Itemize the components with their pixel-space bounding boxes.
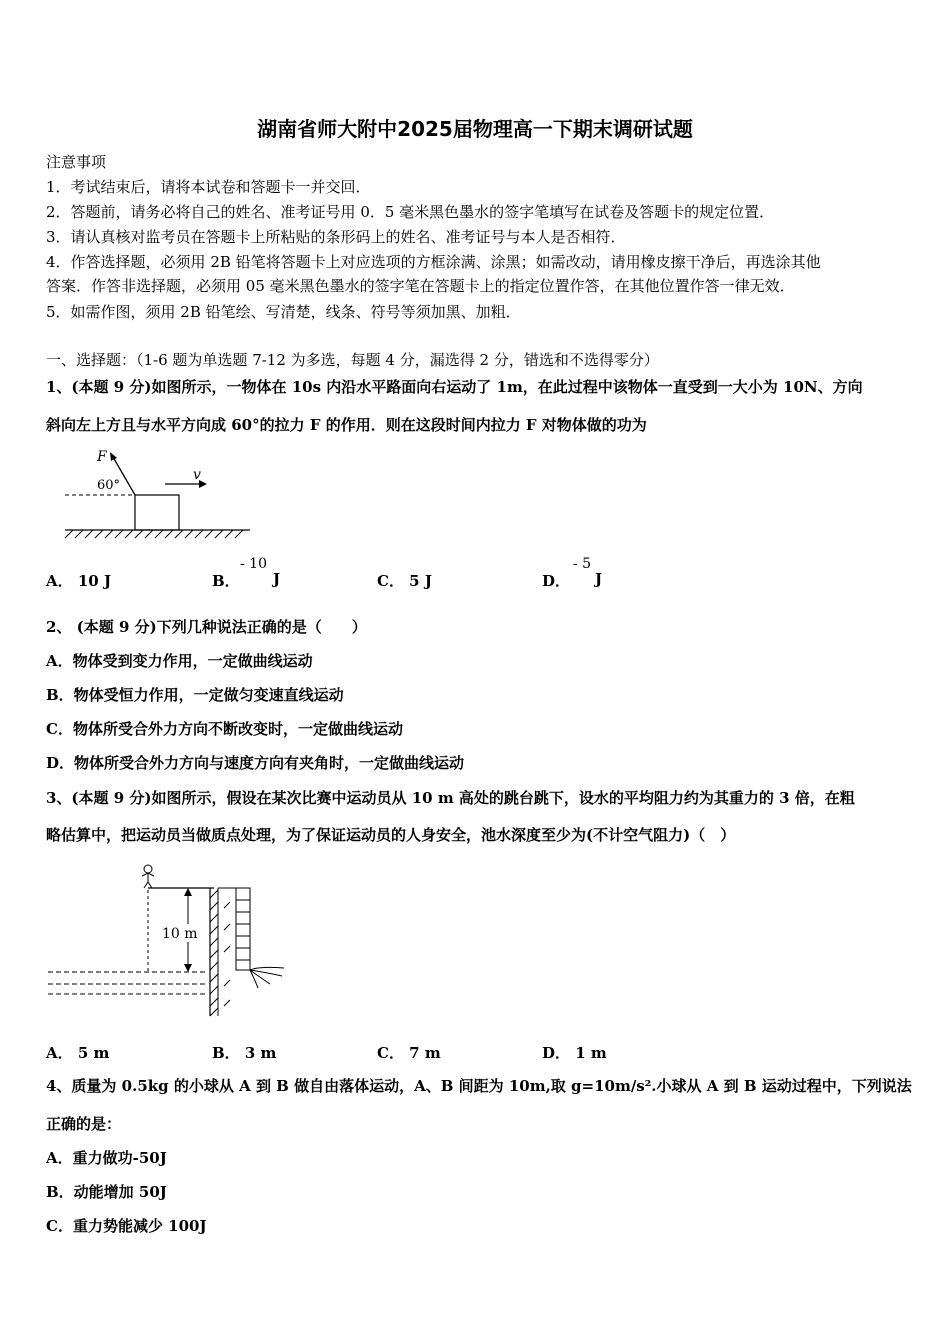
q1-option-b[interactable]: B． bbox=[212, 572, 240, 590]
q3-option-a[interactable]: A． 5 m bbox=[46, 1044, 110, 1062]
ground-hatch bbox=[65, 530, 243, 538]
notice-item: 2．答题前，请务必将自己的姓名、准考证号用 0．5 毫米黑色墨水的签字笔填写在试卷及答题卡的规定位置． bbox=[46, 203, 775, 221]
wall-marks bbox=[224, 902, 230, 1006]
diver-head bbox=[144, 865, 152, 873]
grass bbox=[250, 967, 284, 988]
q2-option-b[interactable]: B．物体受恒力作用，一定做匀变速直线运动 bbox=[46, 686, 344, 704]
section-heading: 一、选择题：（1-6 题为单选题 7-12 为多选，每题 4 分，漏选得 2 分，错选和不选得零分） bbox=[46, 351, 659, 369]
q2-option-d[interactable]: D．物体所受合外力方向与速度方向有夹角时，一定做曲线运动 bbox=[46, 754, 465, 772]
notice-item: 5．如需作图，须用 2B 铅笔绘、写清楚，线条、符号等须加黑、加粗． bbox=[46, 303, 521, 321]
q1-option-b-value: - 10 bbox=[240, 556, 267, 572]
q4-option-b[interactable]: B．动能增加 50J bbox=[46, 1183, 167, 1201]
q1-option-c[interactable]: C． 5 J bbox=[377, 572, 432, 590]
q4-stem-line2: 正确的是： bbox=[46, 1115, 122, 1133]
tower-hatch bbox=[210, 890, 218, 1016]
force-label: F bbox=[97, 449, 107, 465]
q3-stem-line1: 3、(本题 9 分)如图所示，假设在某次比赛中运动员从 10 m 高处的跳台跳下，设水的平均阻力约为其重力的 3 倍，在粗 bbox=[46, 789, 855, 807]
notice-item: 答案．作答非选择题，必须用 05 毫米黑色墨水的签字笔在答题卡上的指定位置作答，在其他位置作答一律无效． bbox=[46, 277, 795, 295]
q1-option-d[interactable]: D． bbox=[542, 572, 571, 590]
q3-option-d[interactable]: D． 1 m bbox=[542, 1044, 607, 1062]
ladder-rungs bbox=[236, 900, 250, 960]
water-surface bbox=[48, 972, 206, 994]
block bbox=[135, 495, 179, 530]
height-arrowhead-bottom bbox=[184, 964, 192, 972]
q3-option-c[interactable]: C． 7 m bbox=[377, 1044, 441, 1062]
q2-option-c[interactable]: C．物体所受合外力方向不断改变时，一定做曲线运动 bbox=[46, 720, 403, 738]
force-arrowhead bbox=[110, 452, 117, 461]
q1-stem-line1: 1、(本题 9 分)如图所示，一物体在 10s 内沿水平路面向右运动了 1m，在此过程中该物体一直受到一大小为 10N、方向 bbox=[46, 378, 863, 396]
q1-option-a[interactable]: A． 10 J bbox=[46, 572, 112, 590]
q3-stem-line2: 略估算中，把运动员当做质点处理，为了保证运动员的人身安全，池水深度至少为(不计空气阻力)（ ） bbox=[46, 826, 736, 844]
notice-heading: 注意事项 bbox=[46, 153, 107, 171]
height-arrowhead-top bbox=[184, 888, 192, 896]
q1-option-d-value: - 5 bbox=[573, 556, 592, 572]
notice-item: 3．请认真核对监考员在答题卡上所粘贴的条形码上的姓名、准考证号与本人是否相符． bbox=[46, 228, 626, 246]
notice-item: 1．考试结束后，请将本试卷和答题卡一并交回． bbox=[46, 178, 371, 196]
height-label: 10 m bbox=[162, 926, 198, 942]
q1-option-b-unit: J bbox=[273, 570, 281, 588]
notice-item: 4．作答选择题，必须用 2B 铅笔将答题卡上对应选项的方框涂满、涂黑；如需改动，请用橡皮擦干净后，再选涂其他 bbox=[46, 253, 821, 271]
q3-figure bbox=[44, 858, 294, 1023]
q2-option-a[interactable]: A．物体受到变力作用，一定做曲线运动 bbox=[46, 652, 313, 670]
angle-label: 60° bbox=[97, 478, 121, 493]
q1-option-d-unit: J bbox=[595, 570, 603, 588]
q4-stem-line1: 4、质量为 0.5kg 的小球从 A 到 B 做自由落体运动，A、B 间距为 10m,取 g=10m/s².小球从 A 到 B 运动过程中，下列说法 bbox=[46, 1077, 912, 1095]
q2-stem: 2、 (本题 9 分)下列几种说法正确的是（ ） bbox=[46, 618, 367, 636]
q4-option-a[interactable]: A．重力做功-50J bbox=[46, 1149, 167, 1167]
page-title: 湖南省师大附中2025届物理高一下期末调研试题 bbox=[257, 117, 693, 141]
q4-option-c[interactable]: C．重力势能减少 100J bbox=[46, 1217, 207, 1235]
q3-option-b[interactable]: B． 3 m bbox=[212, 1044, 277, 1062]
q1-stem-line2: 斜向左上方且与水平方向成 60°的拉力 F 的作用．则在这段时间内拉力 F 对物体做的功为 bbox=[46, 416, 647, 434]
diver-body bbox=[142, 873, 154, 888]
velocity-label: v bbox=[193, 467, 201, 483]
q1-figure bbox=[60, 445, 260, 545]
